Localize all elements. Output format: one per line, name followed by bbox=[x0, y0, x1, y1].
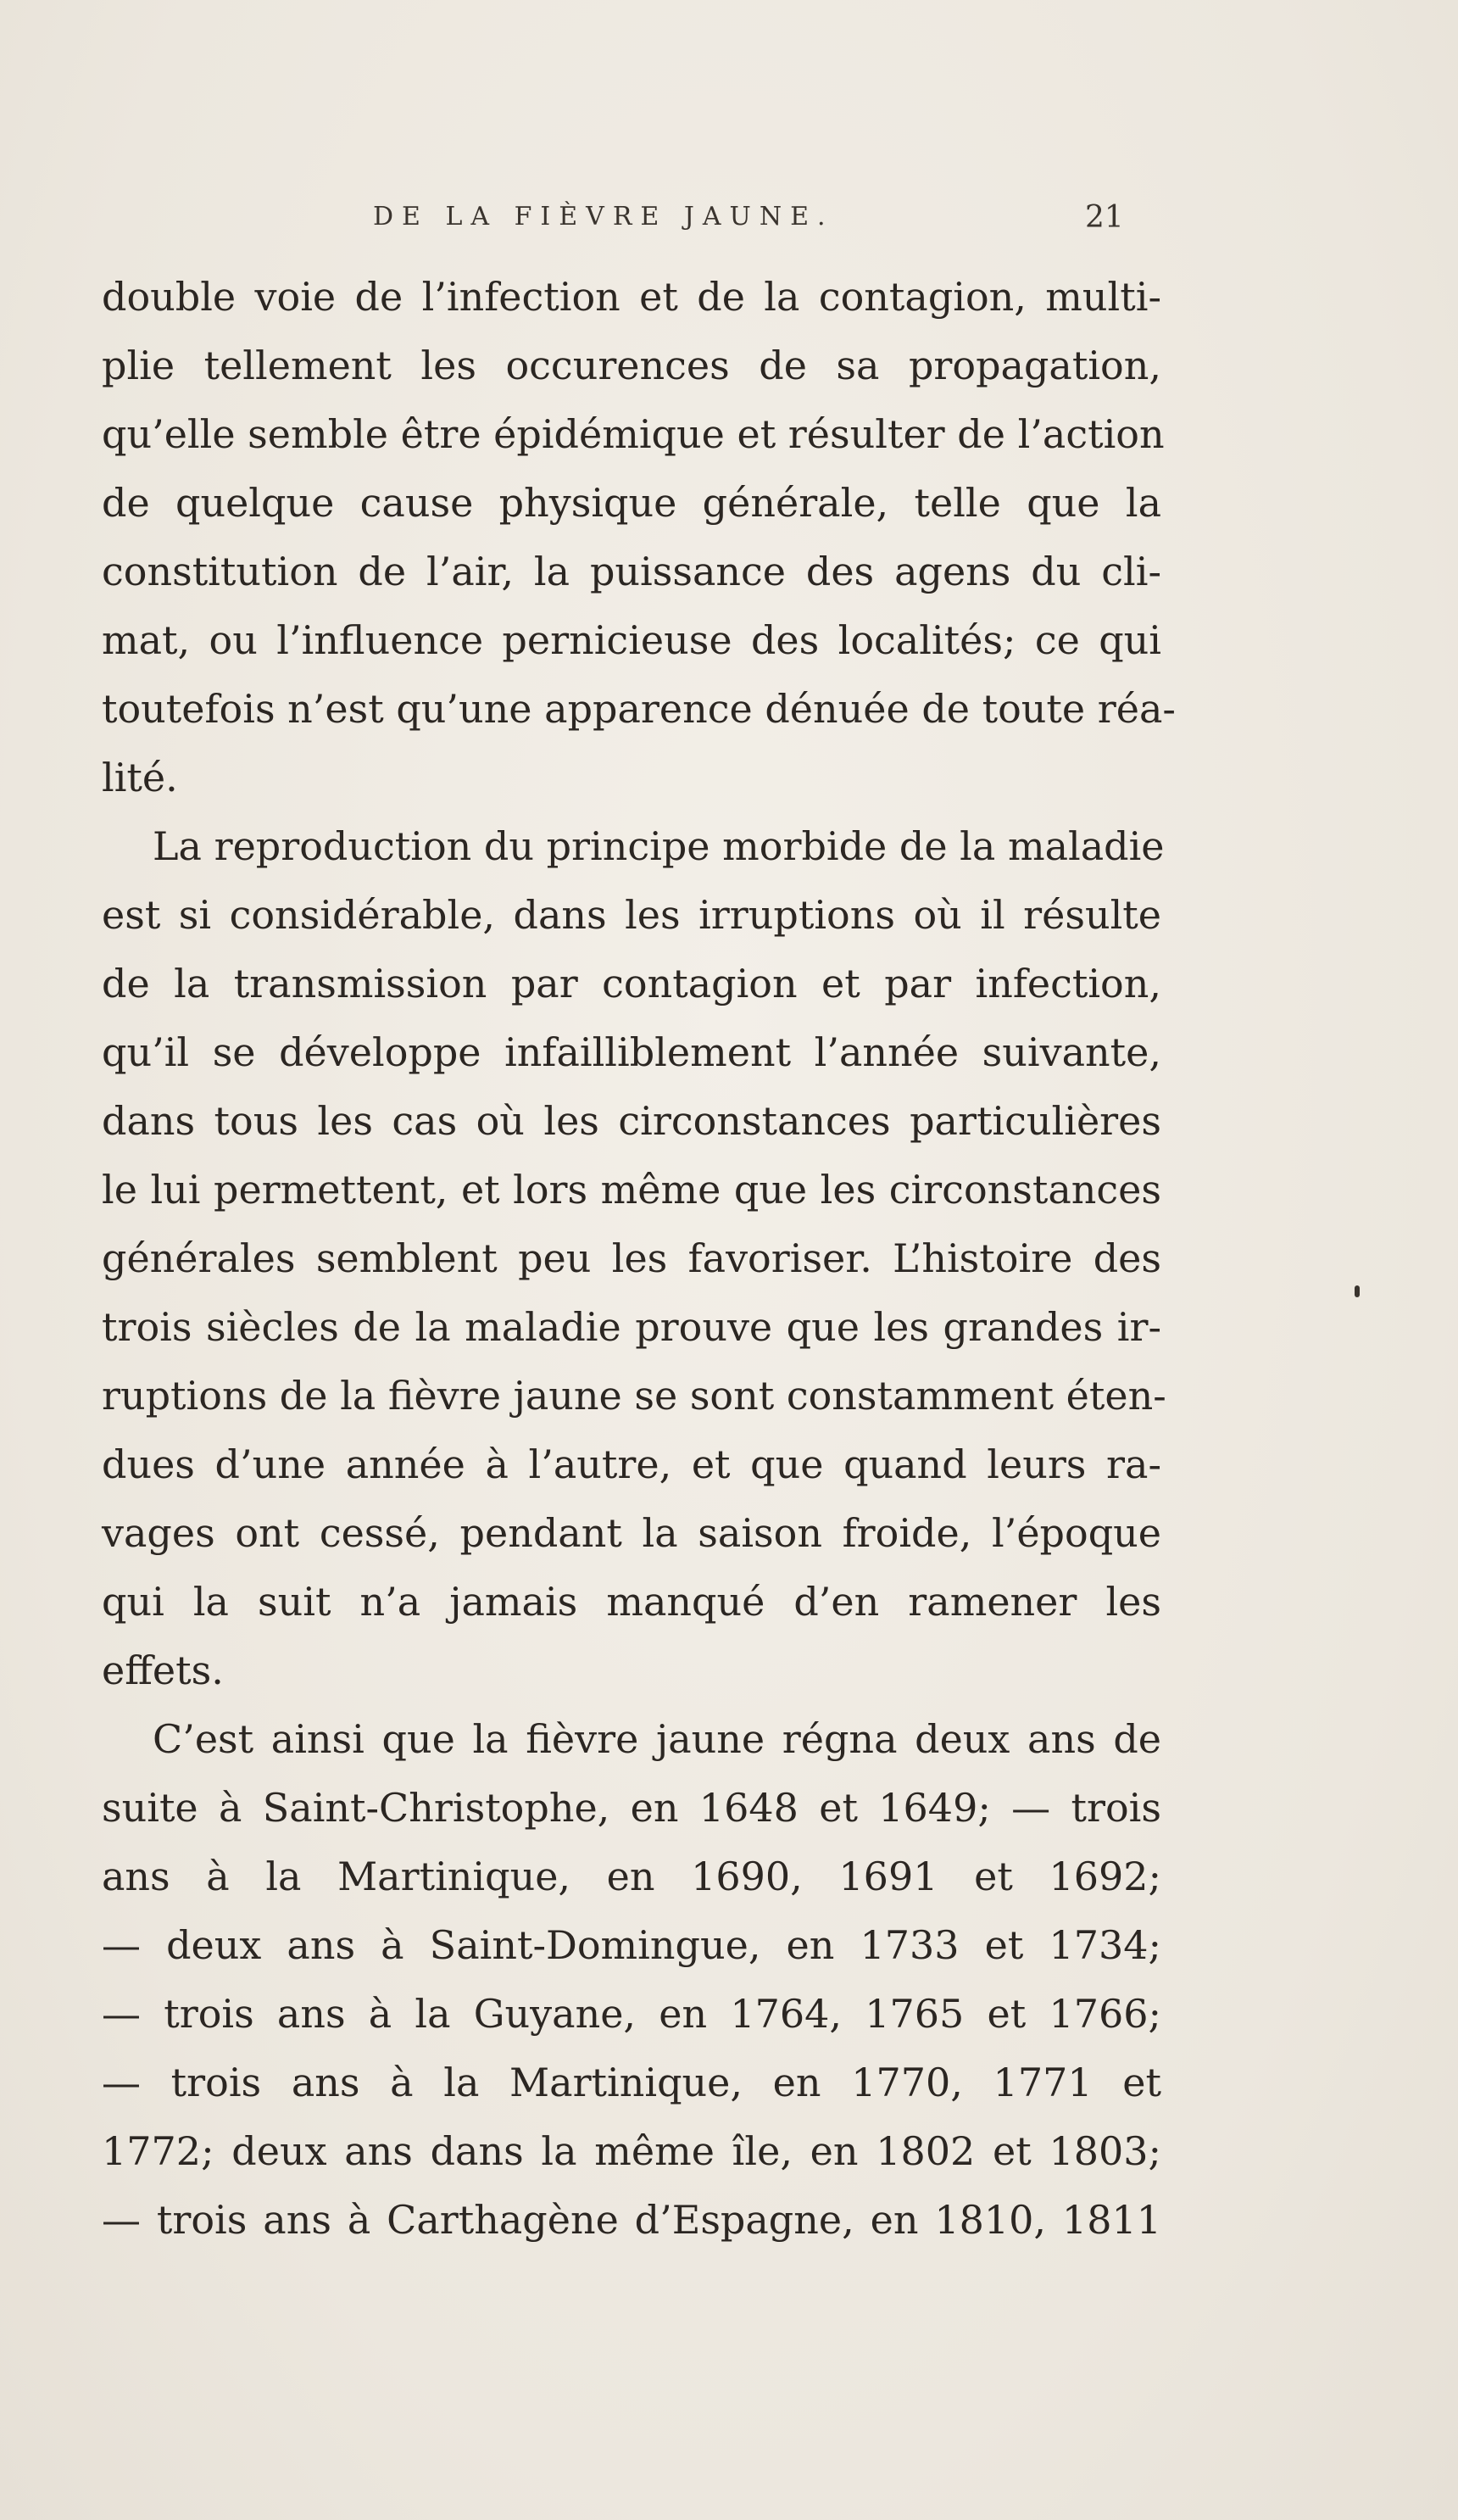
text-line: qu’elle semble être épidémique et résulter de l’action bbox=[102, 411, 1165, 457]
text-line: plie tellement les occurences de sa propagation, bbox=[102, 343, 1161, 388]
text-line: — deux ans à Saint-Domingue, en 1733 et 1734; bbox=[102, 1922, 1161, 1968]
text-line: C’est ainsi que la fièvre jaune régna deux ans de bbox=[153, 1716, 1161, 1762]
page-number: 21 bbox=[1085, 200, 1124, 235]
text-line: mat, ou l’influence pernicieuse des localités; ce qui bbox=[102, 617, 1161, 663]
text-line: — trois ans à la Martinique, en 1770, 1771 et bbox=[102, 2060, 1161, 2105]
text-line: de la transmission par contagion et par infection, bbox=[102, 961, 1161, 1006]
text-line: La reproduction du principe morbide de la maladie bbox=[153, 823, 1165, 869]
text-line: de quelque cause physique générale, telle que la bbox=[102, 480, 1161, 526]
text-line: ans à la Martinique, en 1690, 1691 et 1692; bbox=[102, 1854, 1161, 1899]
text-line: — trois ans à la Guyane, en 1764, 1765 et 1766; bbox=[102, 1991, 1161, 2037]
text-line: suite à Saint-Christophe, en 1648 et 1649; — trois bbox=[102, 1785, 1161, 1831]
text-line: — trois ans à Carthagène d’Espagne, en 1810, 1811 bbox=[102, 2197, 1161, 2243]
text-line: 1772; deux ans dans la même île, en 1802 et 1803; bbox=[102, 2128, 1161, 2174]
text-line: vages ont cessé, pendant la saison froide, l’époque bbox=[102, 1510, 1161, 1556]
text-line: le lui permettent, et lors même que les circonstances bbox=[102, 1167, 1161, 1213]
body-text bbox=[102, 270, 1176, 2261]
text-line: constitution de l’air, la puissance des agens du cli- bbox=[102, 549, 1161, 594]
ink-speck bbox=[1355, 1285, 1360, 1297]
text-line: générales semblent peu les favoriser. L’histoire des bbox=[102, 1235, 1161, 1281]
text-line: ruptions de la fièvre jaune se sont constamment éten- bbox=[102, 1373, 1166, 1419]
text-line: double voie de l’infection et de la contagion, multi- bbox=[102, 274, 1161, 320]
running-title: DE LA FIÈVRE JAUNE. bbox=[373, 202, 834, 231]
text-line: qui la suit n’a jamais manqué d’en ramener les bbox=[102, 1579, 1161, 1625]
text-line: lité. bbox=[102, 755, 178, 800]
text-line: toutefois n’est qu’une apparence dénuée de toute réa- bbox=[102, 686, 1176, 732]
text-line: effets. bbox=[102, 1647, 224, 1693]
text-line: est si considérable, dans les irruptions où il résulte bbox=[102, 892, 1161, 938]
text-line: dues d’une année à l’autre, et que quand leurs ra- bbox=[102, 1441, 1161, 1487]
text-line: qu’il se développe infailliblement l’année suivante, bbox=[102, 1029, 1161, 1075]
text-line: trois siècles de la maladie prouve que les grandes ir- bbox=[102, 1304, 1161, 1350]
text-line: dans tous les cas où les circonstances particulières bbox=[102, 1098, 1161, 1144]
